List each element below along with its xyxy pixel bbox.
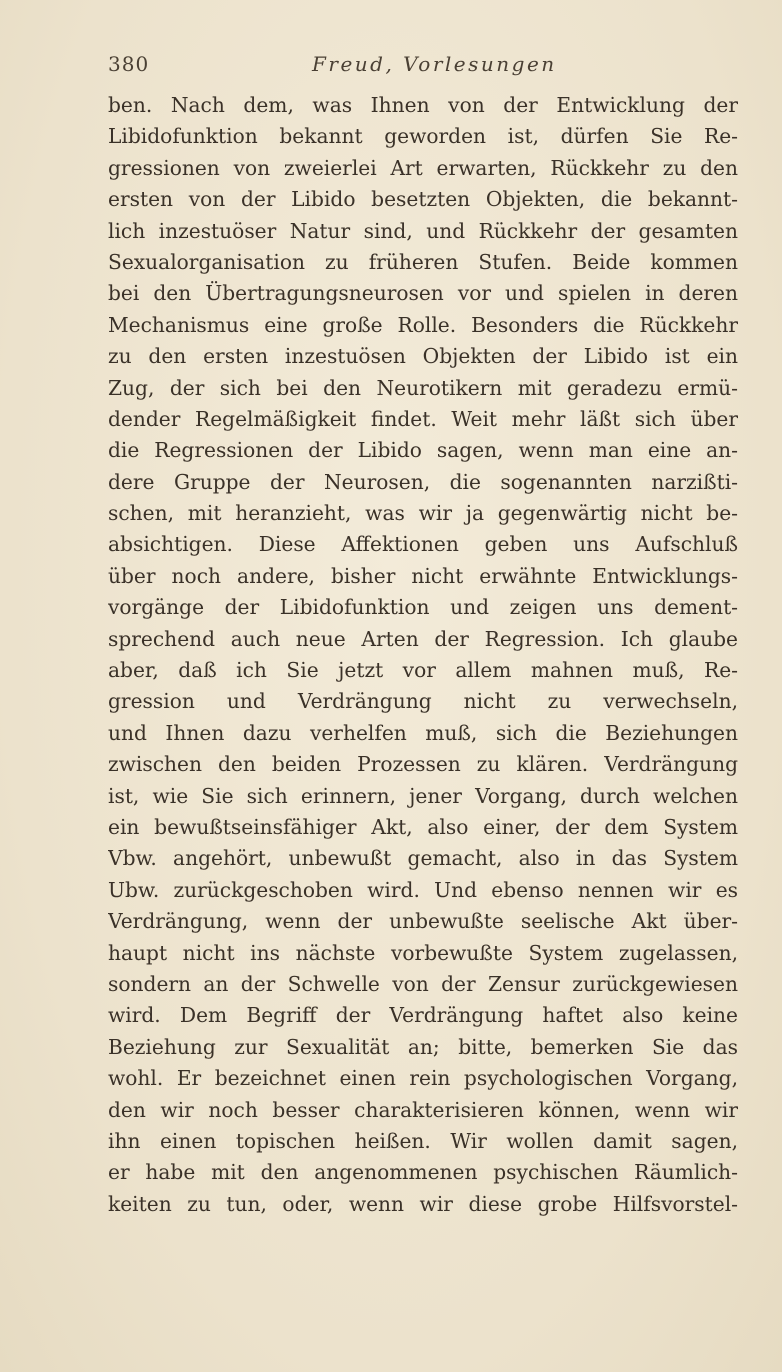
text-line: haupt nicht ins nächste vorbewußte System zugelassen, <box>108 940 738 965</box>
text-line: sondern an der Schwelle von der Zensur zurückgewiesen <box>108 971 738 996</box>
text-line: die Regressionen der Libido sagen, wenn man eine an- <box>108 438 738 463</box>
text-line: wird. Dem Begriff der Verdrängung haftet also keine <box>108 1003 738 1028</box>
text-line: den wir noch besser charakterisieren können, wenn wir <box>108 1097 738 1122</box>
text-line: Mechanismus eine große Rolle. Besonders die Rückkehr <box>108 312 738 337</box>
body-text <box>108 90 738 1220</box>
text-line: ein bewußtseinsfähiger Akt, also einer, der dem System <box>108 814 738 839</box>
text-line: Beziehung zur Sexualität an; bitte, bemerken Sie das <box>108 1034 738 1059</box>
text-line: sprechend auch neue Arten der Regression. Ich glaube <box>108 626 738 651</box>
text-line: gressionen von zweierlei Art erwarten, Rückkehr zu den <box>108 155 738 180</box>
text-line: dere Gruppe der Neurosen, die sogenannten narzißti- <box>108 469 738 494</box>
text-line: aber, daß ich Sie jetzt vor allem mahnen muß, Re- <box>108 658 738 683</box>
text-line: zu den ersten inzestuösen Objekten der Libido ist ein <box>108 344 738 369</box>
text-line: und Ihnen dazu verhelfen muß, sich die Beziehungen <box>108 720 738 745</box>
text-line: lich inzestuöser Natur sind, und Rückkehr der gesamten <box>108 218 738 243</box>
text-line: Verdrängung, wenn der unbewußte seelische Akt über- <box>108 909 738 934</box>
text-line: Libidofunktion bekannt geworden ist, dürfen Sie Re- <box>108 124 738 149</box>
text-line: ist, wie Sie sich erinnern, jener Vorgang, durch welchen <box>108 783 738 808</box>
text-line: zwischen den beiden Prozessen zu klären. Verdrängung <box>108 752 738 777</box>
text-line: keiten zu tun, oder, wenn wir diese grobe Hilfsvorstel- <box>108 1191 738 1216</box>
page-number: 380 <box>108 52 150 76</box>
text-line: wohl. Er bezeichnet einen rein psychologischen Vorgang, <box>108 1066 738 1091</box>
text-line: gression und Verdrängung nicht zu verwechseln, <box>108 689 738 714</box>
text-line: Ubw. zurückgeschoben wird. Und ebenso nennen wir es <box>108 877 738 902</box>
text-line: vorgänge der Libidofunktion und zeigen uns dement- <box>108 595 738 620</box>
text-line: ben. Nach dem, was Ihnen von der Entwicklung der <box>108 93 738 117</box>
running-title: Freud, Vorlesungen <box>312 52 557 76</box>
text-line: dender Regelmäßigkeit findet. Weit mehr läßt sich über <box>108 406 738 431</box>
text-line: ihn einen topischen heißen. Wir wollen damit sagen, <box>108 1128 738 1153</box>
text-line: er habe mit den angenommenen psychischen Räumlich- <box>108 1160 738 1185</box>
text-line: über noch andere, bisher nicht erwähnte Entwicklungs- <box>108 563 738 588</box>
text-line: Sexualorganisation zu früheren Stufen. Beide kommen <box>108 249 738 274</box>
text-line: schen, mit heranzieht, was wir ja gegenwärtig nicht be- <box>108 501 738 526</box>
text-line: ersten von der Libido besetzten Objekten, die bekannt- <box>108 187 738 212</box>
text-line: absichtigen. Diese Affektionen geben uns Aufschluß <box>108 532 738 557</box>
page-header <box>108 52 738 84</box>
text-line: Vbw. angehört, unbewußt gemacht, also in das System <box>108 846 738 871</box>
text-line: Zug, der sich bei den Neurotikern mit geradezu ermü- <box>108 375 738 400</box>
text-line: bei den Übertragungsneurosen vor und spielen in deren <box>108 281 738 306</box>
